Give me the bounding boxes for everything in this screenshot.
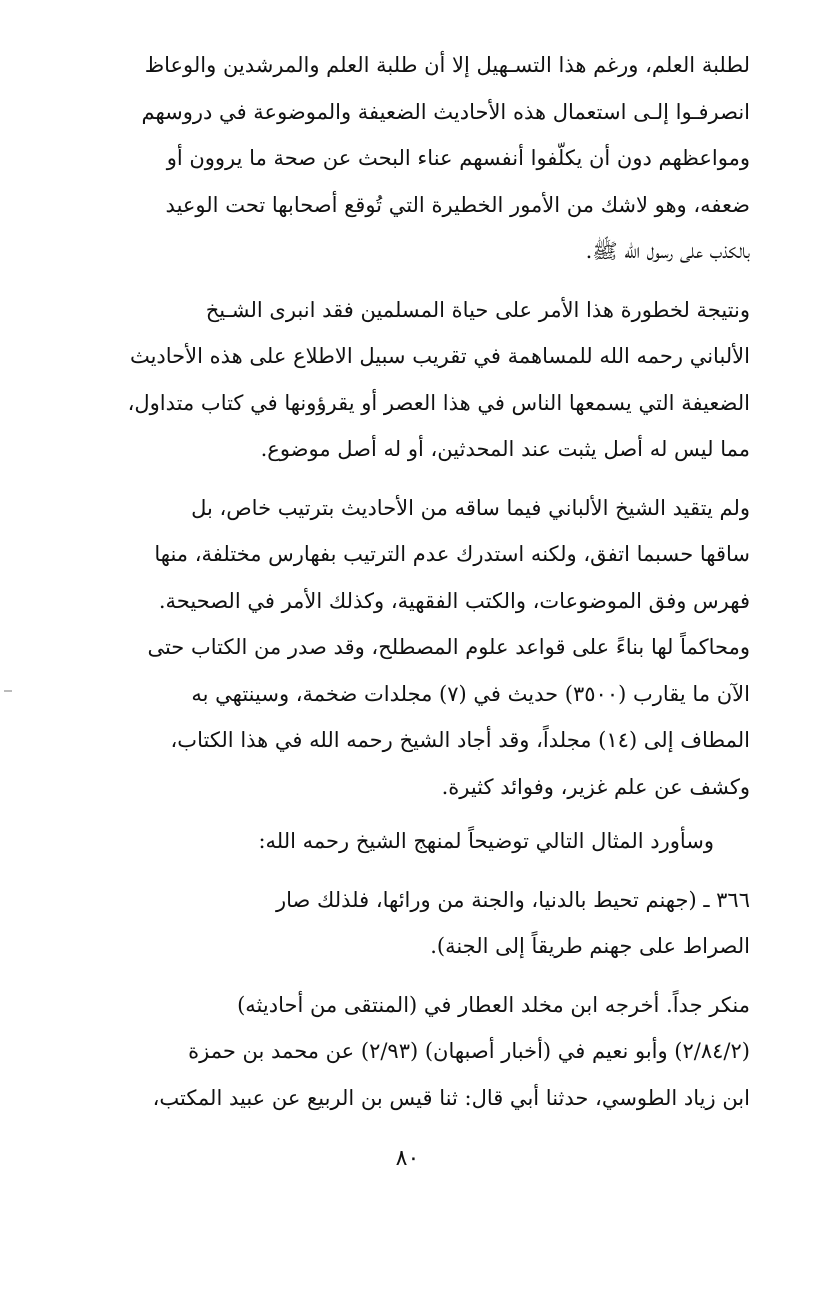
- text-line: ونتيجة لخطورة هذا الأمر على حياة المسلمين فقد انبرى الشـيخ: [205, 297, 750, 322]
- paragraph-6: [98, 982, 750, 1122]
- text-line: ومحاكماً لها بناءً على قواعد علوم المصطلح، وقد صدر من الكتاب حتى: [147, 635, 750, 659]
- paragraph-1: [98, 42, 750, 275]
- text-line: لطلبة العلم، ورغم هذا التسـهيل إلا أن طلبة العلم والمرشدين والوعاظ: [144, 53, 750, 77]
- hadith-quote: [98, 877, 750, 970]
- text-line: الألباني رحمه الله للمساهمة في تقريب سبيل الاطلاع على هذه الأحاديث: [129, 344, 750, 368]
- text-line: بالكذب على رسول الله ﷺ.: [585, 239, 750, 263]
- paragraph-gap: [98, 810, 750, 818]
- paragraph-2: [98, 287, 750, 473]
- text-line: ومواعظهم دون أن يكلّفوا أنفسهم عناء البحث عن صحة ما يروون أو: [166, 146, 750, 170]
- page-number: ٨٠: [395, 1146, 420, 1171]
- text-line: فهرس وفق الموضوعات، والكتب الفقهية، وكذلك الأمر في الصحيحة.: [158, 588, 750, 613]
- margin-mark: [4, 690, 12, 692]
- text-line: المطاف إلى (١٤) مجلداً، وقد أجاد الشيخ رحمه الله في هذا الكتاب،: [170, 728, 750, 752]
- paragraph-gap: [98, 865, 750, 877]
- text-line: ابن زياد الطوسي، حدثنا أبي قال: ثنا قيس بن الربيع عن عبيد المكتب،: [152, 1085, 750, 1110]
- text-line: مما ليس له أصل يثبت عند المحدثين، أو له أصل موضوع.: [260, 437, 750, 461]
- text-line: الضعيفة التي يسمعها الناس في هذا العصر أو يقرؤونها في كتاب متداول،: [127, 390, 750, 415]
- text-line: وسأورد المثال التالي توضيحاً لمنهج الشيخ رحمه الله:: [258, 829, 714, 853]
- text-line: (٢/٨٤/٢) وأبو نعيم في (أخبار أصبهان) (٢/٩٣) عن محمد بن حمزة: [188, 1039, 750, 1063]
- paragraph-3: [98, 485, 750, 811]
- text-line: منكر جداً. أخرجه ابن مخلد العطار في (المنتقى من أحاديثه): [237, 992, 750, 1017]
- text-line: ساقها حسبما اتفق، ولكنه استدرك عدم الترتيب بفهارس مختلفة، منها: [154, 542, 750, 566]
- paragraph-gap: [98, 275, 750, 287]
- text-line: وكشف عن علم غزير، وفوائد كثيرة.: [441, 774, 750, 799]
- text-line: انصرفـوا إلـى استعمال هذه الأحاديث الضعيفة والموضوعة في دروسهم: [141, 99, 750, 124]
- text-line: ضعفه، وهو لاشك من الأمور الخطيرة التي تُوقع أصحابها تحت الوعيد: [165, 192, 750, 217]
- paragraph-gap: [98, 473, 750, 485]
- text-line: الآن ما يقارب (٣٥٠٠) حديث في (٧) مجلدات ضخمة، وسينتهي به: [191, 681, 750, 706]
- paragraph-gap: [98, 970, 750, 982]
- paragraph-4: [98, 818, 750, 865]
- text-line: ولم يتقيد الشيخ الألباني فيما ساقه من الأحاديث بترتيب خاص، بل: [191, 495, 750, 520]
- text-line: ٣٦٦ ـ (جهنم تحيط بالدنيا، والجنة من ورائها، فلذلك صار: [276, 887, 750, 912]
- document-page: [98, 42, 750, 1121]
- text-line: الصراط على جهنم طريقاً إلى الجنة).: [430, 934, 750, 958]
